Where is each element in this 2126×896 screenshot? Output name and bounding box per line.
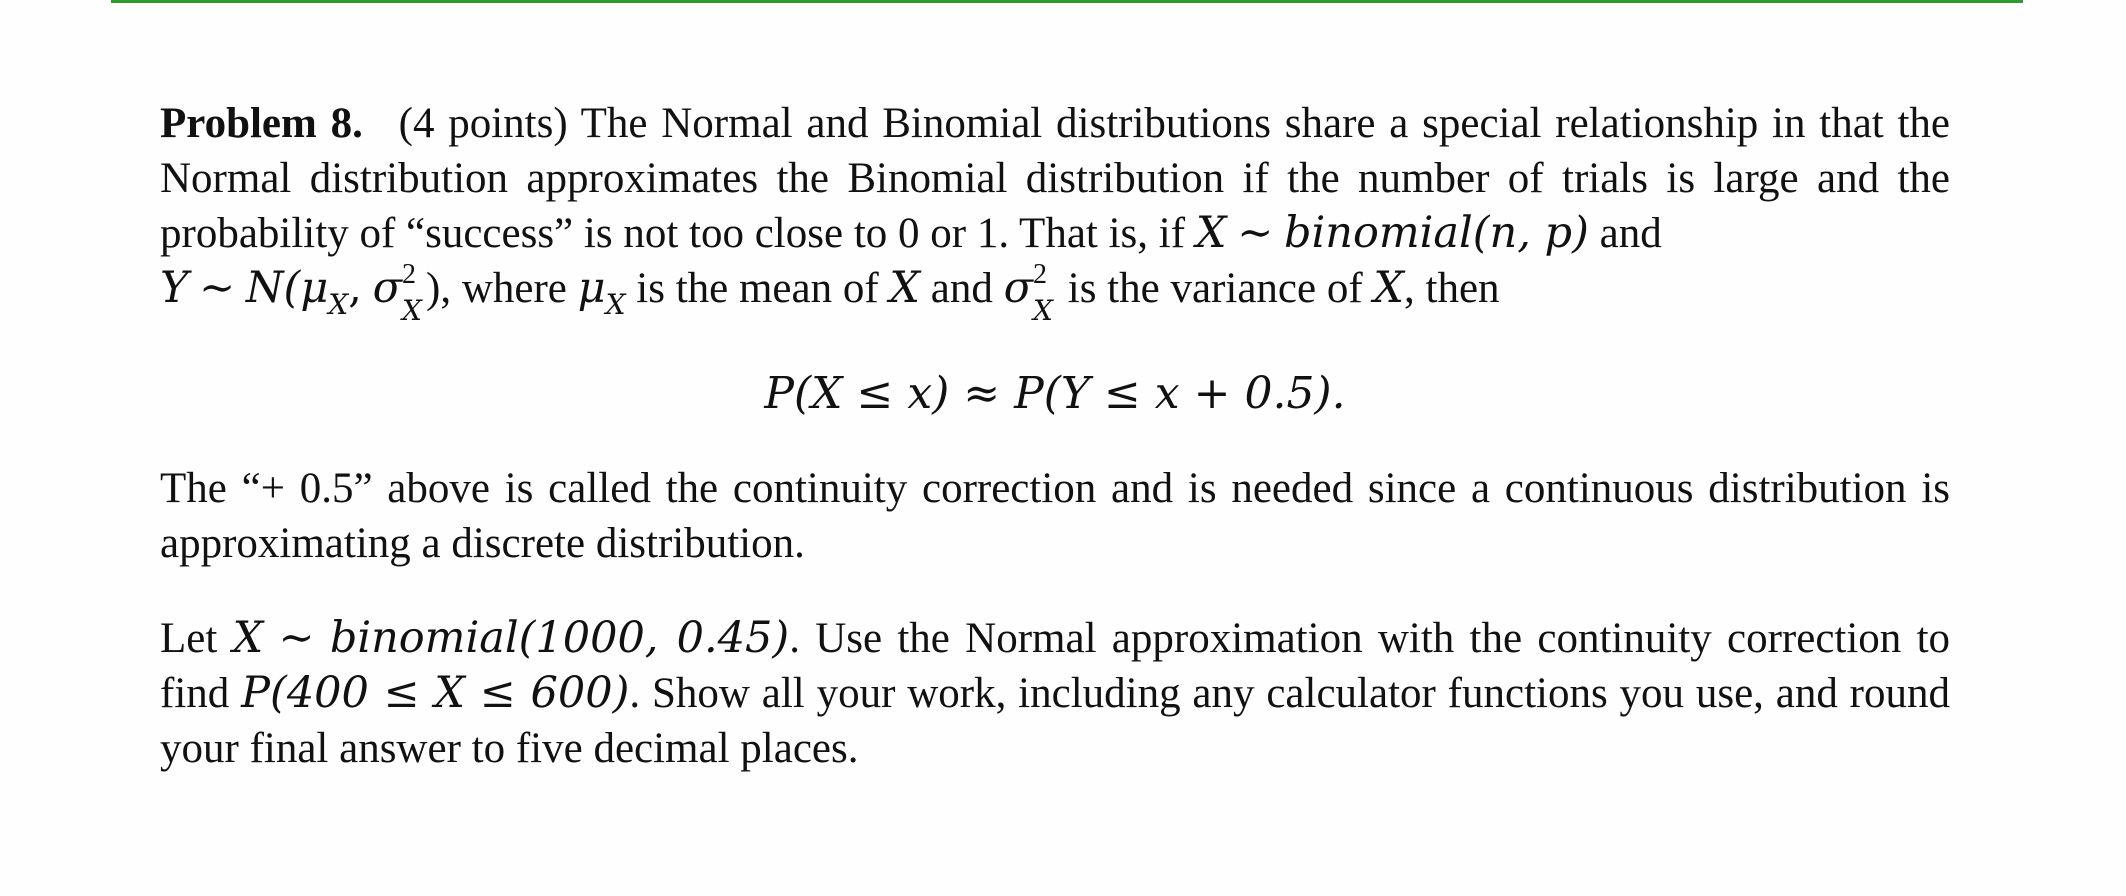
mean-text: is the mean of bbox=[636, 265, 879, 312]
math-comma: , bbox=[348, 263, 362, 313]
math-binomial-1000: binomial(1000, 0.45) bbox=[329, 613, 790, 663]
and-text: and bbox=[930, 265, 993, 312]
math-mu: μ bbox=[300, 263, 329, 313]
math-probability-range: P(400 ≤ X ≤ 600) bbox=[241, 668, 630, 718]
math-sigma: σ bbox=[372, 263, 402, 313]
let-text: Let bbox=[160, 615, 218, 662]
task-text-2: . Show all your work, including any calculator functions you use, and round your final answer to five decimal places. bbox=[160, 670, 1950, 772]
math-y: Y bbox=[160, 263, 189, 313]
task-text-1: . Use the Normal approximation with the continuity correction to find bbox=[160, 615, 1951, 717]
math-binomial-np: binomial(n, p) bbox=[1283, 208, 1589, 258]
task-paragraph bbox=[160, 611, 1950, 776]
math-sigma-scripts-2 bbox=[1033, 259, 1057, 327]
variance-text: is the variance of bbox=[1067, 265, 1363, 312]
problem-intro-text: (4 points) The Normal and Binomial distributions share a special relationship in that the Normal distribution approximates the Binomial distribution if the number of trials is large and the probability of “success” is not too close to 0 or 1. That is, if bbox=[160, 100, 1951, 257]
then-text: , then bbox=[1404, 265, 1500, 312]
top-rule bbox=[111, 0, 2023, 3]
math-normal-prefix: N( bbox=[245, 263, 301, 313]
math-sigma-sub: X bbox=[402, 294, 422, 327]
math-sigma-sup-2: 2 bbox=[1033, 259, 1047, 290]
problem-statement bbox=[160, 96, 1951, 327]
math-x: X bbox=[1195, 208, 1227, 258]
math-x-4: X bbox=[232, 613, 264, 663]
math-sigma-2: σ bbox=[1003, 263, 1033, 313]
where-text: ), where bbox=[426, 265, 567, 312]
math-sigma-sub-2: X bbox=[1033, 294, 1053, 327]
math-sigma-sup: 2 bbox=[402, 259, 416, 290]
problem-label: Problem 8. bbox=[160, 100, 363, 147]
math-mu-sub: X bbox=[328, 288, 349, 321]
math-x-3: X bbox=[1373, 263, 1405, 313]
math-tilde-3: ∼ bbox=[278, 613, 315, 663]
continuity-paragraph: The “+ 0.5” above is called the continuity correction and is needed since a continuous distribution is approximating a discrete distribution. bbox=[160, 465, 1950, 567]
math-mu-2: μ bbox=[577, 263, 606, 313]
math-tilde-2: ∼ bbox=[199, 263, 236, 313]
display-equation: P(X ≤ x) ≈ P(Y ≤ x + 0.5). bbox=[764, 368, 1346, 419]
problem-document bbox=[160, 96, 1950, 776]
math-sigma-scripts bbox=[402, 259, 426, 327]
intro-and: and bbox=[1599, 210, 1662, 257]
math-x-2: X bbox=[889, 263, 921, 313]
math-mu-sub-2: X bbox=[605, 288, 626, 321]
math-tilde: ∼ bbox=[1237, 208, 1274, 258]
